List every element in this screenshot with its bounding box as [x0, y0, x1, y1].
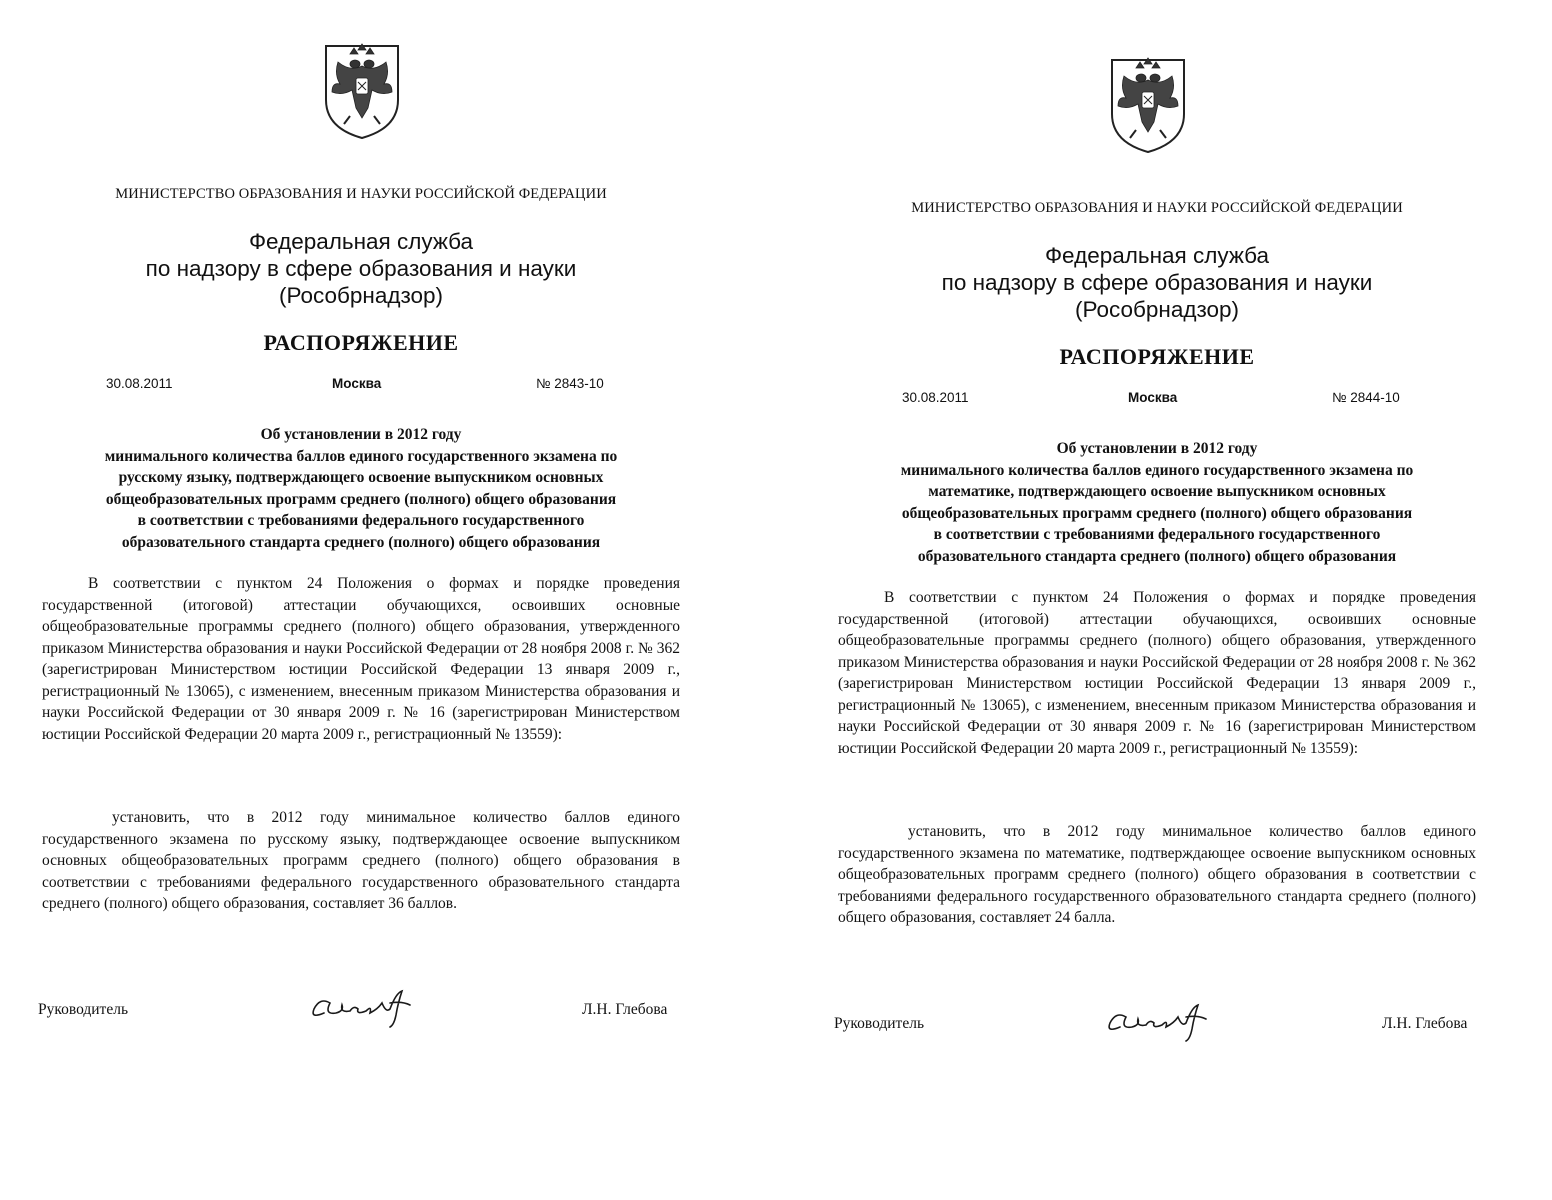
subject-line: Об установлении в 2012 году — [260, 426, 462, 443]
ministry-name: МИНИСТЕРСТВО ОБРАЗОВАНИЯ И НАУКИ РОССИЙСКОЙ ФЕДЕРАЦИИ — [115, 186, 607, 202]
signer-role: Руководитель — [834, 1015, 925, 1032]
order-subject — [832, 438, 1482, 567]
order-title: РАСПОРЯЖЕНИЕ — [1059, 344, 1255, 369]
preamble-paragraph: В соответствии с пунктом 24 Положения о формах и порядке проведения государственной (итоговой) аттестации обучающихся, освоивших основные общеобразовательные программы среднего (полного) общего образования, утвержденного приказом Министерства образования и науки Российской Федерации от 28 ноября 2008 г. № 362 (зарегистрирован Министерством юстиции Российской Федерации 13 января 2009 г., регистрационный № 13065), с изменением, внесенным приказом Министерства образования и науки Российской Федерации от 30 января 2009 г. № 16 (зарегистрирован Министерством юстиции Российской Федерации 20 марта 2009 г., регистрационный № 13559): — [42, 575, 680, 743]
order-subject — [36, 424, 686, 553]
service-line: по надзору в сфере образования и науки — [941, 270, 1373, 295]
subject-line: образовательного стандарта среднего (полного) общего образования — [121, 533, 601, 551]
subject-line: минимального количества баллов единого государственного экзамена по — [104, 447, 618, 465]
subject-line: общеобразовательных программ среднего (полного) общего образования — [105, 490, 617, 508]
decision-paragraph: установить, что в 2012 году минимальное количество баллов единого государственного экзамена по русскому языку, подтверждающее освоение выпускником основных общеобразовательных программ среднего (полного) общего образования в соответствии с требованиями федерального государственного образовательного стандарта среднего (полного) общего образования, составляет 36 баллов. — [42, 809, 680, 912]
order-meta — [36, 376, 686, 396]
ministry-name: МИНИСТЕРСТВО ОБРАЗОВАНИЯ И НАУКИ РОССИЙСКОЙ ФЕДЕРАЦИИ — [911, 200, 1403, 216]
order-title: РАСПОРЯЖЕНИЕ — [263, 330, 459, 355]
subject-line: в соответствии с требованиями федерального государственного — [933, 526, 1381, 543]
service-name — [832, 242, 1482, 323]
order-city: Москва — [1128, 390, 1178, 405]
subject-line: русскому языку, подтверждающего освоение выпускником основных — [118, 469, 604, 486]
coat-of-arms-icon — [1106, 52, 1190, 156]
signer-name: Л.Н. Глебова — [582, 1001, 668, 1018]
signer-name: Л.Н. Глебова — [1382, 1015, 1468, 1032]
service-name — [36, 228, 686, 309]
subject-line: общеобразовательных программ среднего (полного) общего образования — [901, 504, 1413, 522]
subject-line: математике, подтверждающего освоение выпускником основных — [928, 483, 1386, 500]
service-line: (Рособрнадзор) — [278, 283, 444, 308]
preamble-paragraph: В соответствии с пунктом 24 Положения о формах и порядке проведения государственной (итоговой) аттестации обучающихся, освоивших основные общеобразовательные программы среднего (полного) общего образования, утвержденного приказом Министерства образования и науки Российской Федерации от 28 ноября 2008 г. № 362 (зарегистрирован Министерством юстиции Российской Федерации 13 января 2009 г., регистрационный № 13065), с изменением, внесенным приказом Министерства образования и науки Российской Федерации от 30 января 2009 г. № 16 (зарегистрирован Министерством юстиции Российской Федерации 20 марта 2009 г., регистрационный № 13559): — [838, 589, 1476, 757]
coat-of-arms-icon — [320, 38, 404, 142]
subject-line: в соответствии с требованиями федерального государственного — [137, 512, 585, 529]
order-number: № 2843-10 — [536, 376, 604, 391]
handwritten-signature — [306, 983, 426, 1029]
handwritten-signature — [1102, 997, 1222, 1043]
service-line: Федеральная служба — [248, 229, 474, 254]
signer-role: Руководитель — [38, 1001, 129, 1018]
order-date: 30.08.2011 — [902, 390, 969, 405]
order-meta — [832, 390, 1482, 410]
subject-line: минимального количества баллов единого государственного экзамена по — [900, 461, 1414, 479]
order-city: Москва — [332, 376, 382, 391]
order-number: № 2844-10 — [1332, 390, 1400, 405]
decision-paragraph: установить, что в 2012 году минимальное количество баллов единого государственного экзамена по математике, подтверждающее освоение выпускником основных общеобразовательных программ среднего (полного) общего образования в соответствии с требованиями федерального государственного образовательного стандарта среднего (полного) общего образования, составляет 24 балла. — [838, 823, 1476, 926]
service-line: (Рособрнадзор) — [1074, 297, 1240, 322]
subject-line: образовательного стандарта среднего (полного) общего образования — [917, 547, 1397, 565]
signature-block — [36, 983, 686, 1033]
order-date: 30.08.2011 — [106, 376, 173, 391]
service-line: по надзору в сфере образования и науки — [145, 256, 577, 281]
service-line: Федеральная служба — [1044, 243, 1270, 268]
subject-line: Об установлении в 2012 году — [1056, 440, 1258, 457]
signature-block — [832, 997, 1482, 1047]
